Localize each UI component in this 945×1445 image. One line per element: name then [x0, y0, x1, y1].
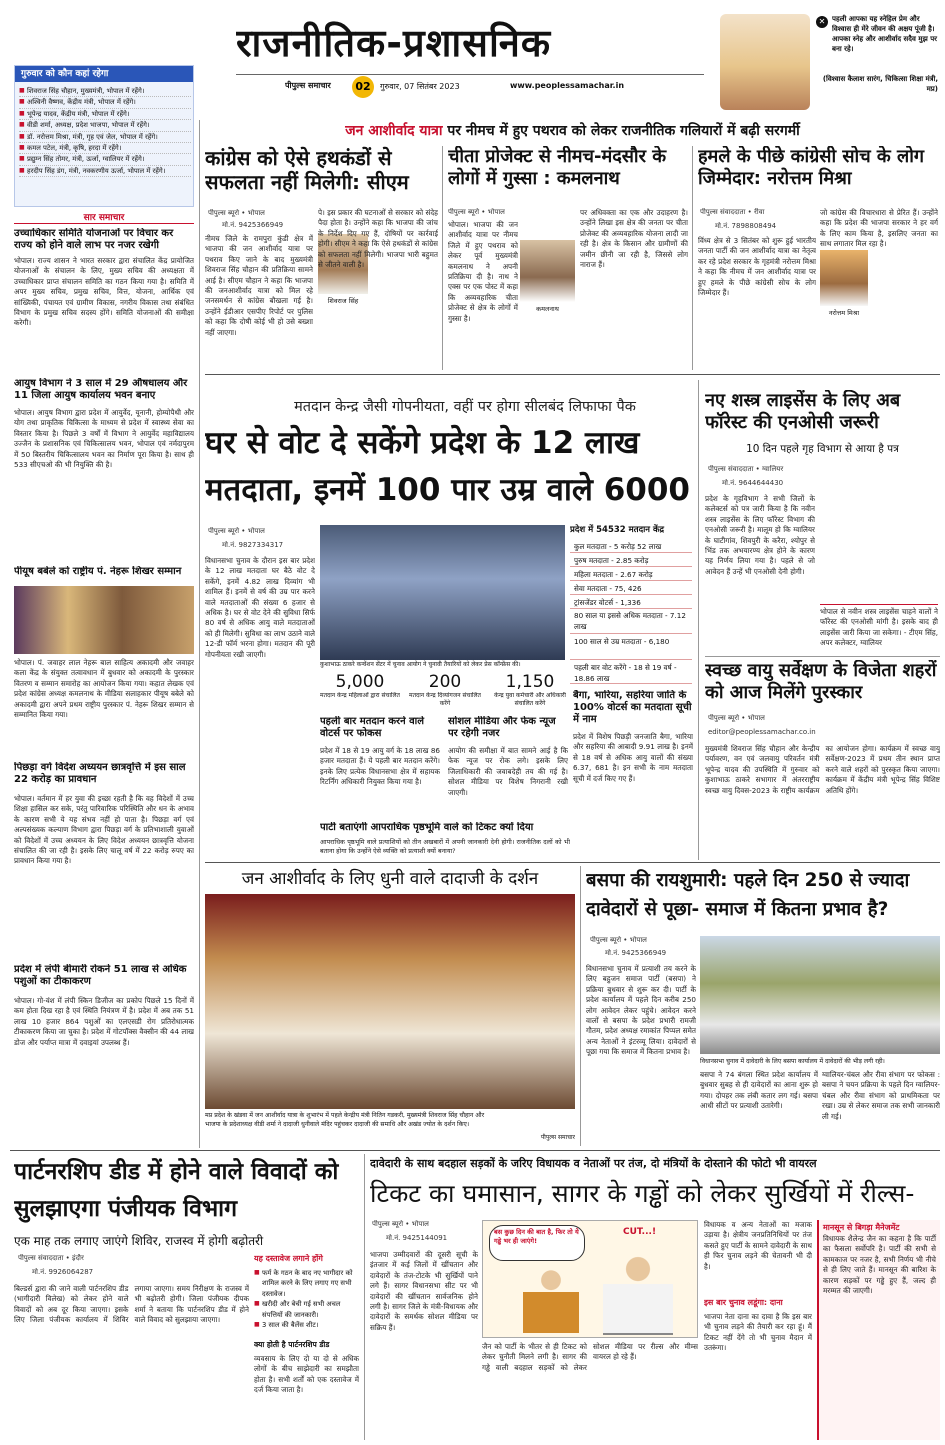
- hamle-headline: हमले के पीछे कांग्रेसी सोच के लोग जिम्मेदार: नरोत्तम मिश्रा: [698, 146, 925, 189]
- list-item: ■ भूपेन्द्र यादव, केंद्रीय मंत्री, भोपाल में रहेंगे।: [19, 109, 191, 120]
- vote-mobile: मो.नं. 9827334317: [222, 541, 284, 549]
- vote-kicker: मतदान केन्द्र जैसी गोपनीयता, वहीं पर होगा सीलबंद लिफाफा पैक: [294, 399, 636, 415]
- list-item: ■ कमल पटेल, मंत्री, कृषि, हरदा में रहेंगे।: [19, 143, 191, 154]
- monsoon-box: [817, 1220, 940, 1440]
- hamle-byline: पीपुल्स संवाददाता • रीवा: [700, 208, 765, 216]
- tikat-byline: पीपुल्स ब्यूरो • भोपाल: [372, 1220, 429, 1228]
- cheeta-body-2: पर अधिवक्ता का एक और उदाहरण है। उन्होंने लिखा इस क्षेत्र की जनता पर चीता प्रोजेक्ट की अव्यवहारिक योजना लादी जा रही है। क्षेत्र के किसान और ग्रामीणों की जमीन छीनी जा रही है, जिससे लोग नाराज हैं।: [580, 208, 688, 270]
- cong-headline: कांग्रेस को ऐसे हथकंडों से सफलता नहीं मिलेगी: सीएम: [205, 146, 409, 194]
- tikat-kicker: दावेदारी के साथ बदहाल सड़कों के जरिए विधायक व नेताओं पर तंज, दो मंत्रियों के दोस्ताने की फोटो भी वायरल: [370, 1157, 817, 1170]
- swachh-body: मुख्यमंत्री शिवराज सिंह चौहान और केन्द्रीय पर्यावरण, वन एवं जलवायु परिवर्तन मंत्री भूपेन्द्र यादव की उपस्थिति में गुरुवार को कुशाभाऊ ठाकरे सभागार में अंतरराष्ट्रीय स्वच्छ वायु दिवस-2023 के राष्ट्रीय कार्यक्रम का आयोजन होगा। कार्यक्रम में स्वच्छ वायु सर्वेक्षण-2023 में प्रथम तीन स्थान प्राप्त करने वाले शहरों को पुरस्कृत किया जाएगा। कार्यक्रम में केंद्रीय मंत्री भूपेन्द्र सिंह विशिष्ट अतिथि होंगे।: [705, 744, 940, 795]
- partner-headline: पार्टनरशिप डीड में होने वाले विवादों को सुलझाएगा पंजीयक विभाग: [14, 1159, 339, 1222]
- list-item: ■ अश्विनी वैष्णव, केंद्रीय मंत्री, भोपाल में रहेंगे।: [19, 97, 191, 108]
- num-1: 5,000: [335, 672, 385, 692]
- schedule-title: गुरुवार को कौन कहां रहेगा: [15, 66, 193, 82]
- stat-row: सेवा मतदाता - 75, 426: [570, 582, 692, 595]
- vote-sub4-body: प्रदेश में विशेष पिछड़ी जनजाति बैगा, भारिया और सहरिया की आबादी 9.91 लाख है। इनमें से 18 वर्ष से अधिक आयु वालों की संख्या 6.37, 681 है। इन सभी के नाम मतदाता सूची में दर्ज किए गए हैं।: [573, 732, 693, 783]
- basapa-headline: बसपा की रायशुमारी: पहले दिन 250 से ज्यादा दावेदारों से पूछा- समाज में कितना प्रभाव है?: [586, 870, 910, 920]
- partner-sub: एक माह तक लगाए जाएंगे शिविर, राजस्व में होगी बढ़ोतरी: [14, 1234, 264, 1248]
- schedule-list: [19, 86, 191, 204]
- stat-row: 80 साल या इससे अधिक मतदाता - 7.12 लाख: [570, 610, 692, 634]
- basapa-body-2: बसपा ने 74 बंगला स्थित प्रदेश कार्यालय में बुधवार सुबह से ही दावेदारों का आना शुरू हो गया। दोपहर तक लंबी कतार लग गई। बसपा आधी सीटों पर प्रत्याशी उतारेगी।: [700, 1070, 818, 1111]
- election-commission-photo: [320, 525, 565, 660]
- cheeta-headline: चीता प्रोजेक्ट से नीमच-मंदसौर के लोगों में गुस्सा : कमलनाथ: [448, 146, 667, 189]
- tikat-headline: टिकट का घमासान, सागर के गड्ढों को लेकर सुर्खियों में रील्स-: [370, 1179, 915, 1208]
- vote-sub3-head: पार्टी बताएंगी आपराधिक पृष्ठभूमि वाले को टिकट क्यों दिया: [320, 822, 534, 833]
- sar-head-1: उच्चाधिकार समिति योजनाओं पर विचार कर राज्य को होने वाले लाभ पर नजर रखेगी: [14, 228, 174, 251]
- stat-row: पहली बार वोट करेंगे - 18 से 19 वर्ष - 18.86 लाख: [570, 662, 692, 684]
- page-number: 02: [352, 76, 374, 98]
- left-column-divider: [199, 120, 200, 1148]
- dadaji-credit: पीपुल्स समाचार: [540, 1134, 575, 1141]
- num-2-label: मतदान केन्द्र दिव्यांगजन संचालित करेंगे: [409, 692, 481, 707]
- stat-row: ट्रांसजेंडर वोटर्स - 1,336: [570, 596, 692, 609]
- minister-portrait: [720, 14, 810, 110]
- narottam-photo: [820, 250, 868, 306]
- basapa-byline: पीपुल्स ब्यूरो • भोपाल: [590, 936, 647, 944]
- cm-caption: शिवराज सिंह: [327, 297, 359, 305]
- numbers-strip: [320, 672, 570, 712]
- hamle-body-1: विंध्य क्षेत्र से 3 सितंबर को शुरू हुई भारतीय जनता पार्टी की जन आशीर्वाद यात्रा का नेतृत्व कर रहे प्रदेश सरकार के गृहमंत्री नरोत्तम मिश्रा ने कहा कि नीमच में जन आशीर्वाद यात्रा पर हुए हमले के पीछे कांग्रेसी सोच के लोग जिम्मेदार हैं।: [698, 236, 816, 298]
- section-divider: [205, 862, 940, 863]
- banner-rest: पर नीमच में हुए पथराव को लेकर राजनीतिक गलियारों में बढ़ी सरगर्मी: [447, 123, 800, 139]
- num-3-label: केन्द्र युवा कर्मचारी और अधिकारी संचालित करेंगे: [494, 692, 566, 707]
- sar-title: सार समाचार: [14, 210, 194, 224]
- basapa-mobile: मो.नं. 9425366949: [605, 949, 667, 957]
- license-mobile: मो.नं. 9644644430: [722, 479, 784, 487]
- list-item: ■ खरीदी और बेची गई सभी अचल संपत्तियों की जानकारी।: [254, 1299, 359, 1320]
- section-divider: [705, 656, 940, 657]
- tikat-side-head: इस बार चुनाव लडूंगा: दाना: [704, 1298, 783, 1307]
- sar-head-2: आयुष विभाग ने 3 साल में 29 औषधालय और 11 जिला आयुष कार्यालय भवन बनाए: [14, 378, 188, 401]
- stats-title: प्रदेश में 54532 मतदान केंद्र: [570, 525, 665, 535]
- paper-name: पीपुल्स समाचार: [285, 81, 331, 90]
- cong-body-2: पे। इस प्रकार की घटनाओं से सरकार को संदेह पैदा होता है। उन्होंने कहा कि भाजपा की जांच के निर्देश दिए गए हैं, दोषियों पर कार्रवाई होगी। सीएम ने कहा कि ऐसे हथकंडों से कांग्रेस को सफलता नहीं मिलेगी। भाजपा भारी बहुमत से जीतने वाली है।: [318, 208, 438, 270]
- list-item: ■ डॉ. नरोत्तम मिश्रा, मंत्री, गृह एवं जेल, भोपाल में रहेंगे।: [19, 132, 191, 143]
- license-headline: नए शस्त्र लाइसेंस के लिए अब फॉरेस्ट की एनओसी जरूरी: [705, 390, 901, 433]
- cartoon: [482, 1220, 698, 1338]
- list-item: ■ वीडी शर्मा, अध्यक्ष, प्रदेश भाजपा, भोपाल में रहेंगे।: [19, 120, 191, 131]
- col-divider: [364, 1154, 365, 1440]
- partner-side-head-2: क्या होती है पार्टनरशिप डीड: [254, 1340, 330, 1349]
- stat-box: [570, 524, 692, 684]
- tikat-body-2: जैन को पार्टी के भीतर से ही टिकट को लेकर चुनौती मिलने लगी है। सागर की गड्ढे वाली बदहाल सड़कों को लेकर सोशल मीडिया पर रील्स और मीम्स वायरल हो रहे हैं।: [482, 1342, 698, 1372]
- list-item: ■ फर्म के गठन के बाद नए भागीदार को शामिल करने के लिए लगाए गए सभी दस्तावेज।: [254, 1268, 359, 1299]
- dadaji-photo: [205, 894, 575, 1109]
- col-divider: [442, 146, 443, 370]
- vote-photo-caption: कुशाभाऊ ठाकरे कन्वेंशन सेंटर में चुनाव आयोग ने चुनावी तैयारियों को लेकर प्रेस कॉन्फ्रेंस की।: [320, 661, 521, 668]
- edition-date: गुरुवार, 07 सितंबर 2023: [380, 82, 460, 91]
- sar-body-3: भोपाल। पं. जवाहर लाल नेहरू बाल साहित्य अकादमी और जवाहर कला केंद्र के संयुक्त तत्वावधान में बुधवार को अकादमी के पुरस्कार वितरण व सम्मान समारोह का आयोजन किया गया। कहात लेखक एवं प्रदेश कांग्रेस अध्यक्ष कमलनाथ के मीडिया सलाहकार पीयूष बबेले को अकादमी द्वारा अपने प्रथम राष्ट्रीय पुरस्कार पं. नेहरू शिखर सम्मान से सम्मानित किया गया।: [14, 658, 194, 720]
- cartoon-bubble: बस कुछ दिन की बात है, फिर तो ये गड्ढे भर ही जाएंगे!: [489, 1225, 585, 1261]
- vote-sub3-body: आपराधिक पृष्ठभूमि वाले प्रत्याशियों को तीन अखबारों में अपनी जानकारी देनी होगी। राजनीतिक दलों को भी बताना होगा कि उन्होंने ऐसे व्यक्ति को प्रत्याशी क्यों बनाया?: [320, 838, 570, 855]
- cheeta-byline: पीपुल्स ब्यूरो • भोपाल: [448, 208, 505, 216]
- hamle-body-2: जो कांग्रेस की विचारधारा से प्रेरित हैं। उन्होंने कहा कि प्रदेश की भाजपा सरकार ने हर वर्ग के लिए काम किया है, इसलिए जनता का साथ लगातार मिल रहा है।: [820, 208, 938, 248]
- sar-head-5: प्रदेश में लंपी बीमारी रोकने 51 लाख से अधिक पशुओं का टीकाकरण: [14, 964, 187, 987]
- quote-author: (विश्वास कैलाश सारंग, चिकित्सा शिक्षा मंत्री, मप्र): [822, 75, 938, 93]
- stat-row: पुरुष मतदाता - 2.85 करोड़: [570, 554, 692, 567]
- kamalnath-caption: कमलनाथ: [536, 305, 559, 313]
- website-link[interactable]: www.peoplessamachar.in: [510, 81, 625, 90]
- stat-row: 100 साल से उम्र मतदाता - 6,180: [570, 636, 692, 660]
- sar-body-2: भोपाल। आयुष विभाग द्वारा प्रदेश में आयुर्वेद, यूनानी, होम्योपैथी और योग तथा प्राकृतिक चिकित्सा के माध्यम से प्रदेश में स्वास्थ्य सेवा का विस्तार किया है। पिछले 3 वर्षों में विभाग ने आयुर्वेद महाविद्यालय उज्जैन के प्रशासनिक एवं चिकित्सालय भवन, भोपाल एवं नर्मदापुरम में 50 बिस्तरीय चिकित्सालय भवन का निर्माण पूरा किया है। साथ ही 533 सीएचओ की भी नियुक्ति की है।: [14, 408, 194, 470]
- schedule-box: [14, 65, 194, 207]
- monsoon-headline: मानसून से बिगड़ा मैनेजमेंट: [823, 1223, 900, 1232]
- vote-sub4-head: बैगा, भारिया, सहरिया जाति के 100% वोटर्स का मतदाता सूची में नाम: [573, 690, 692, 725]
- vote-byline: पीपुल्स ब्यूरो • भोपाल: [208, 527, 265, 535]
- banner-red: जन आशीर्वाद यात्रा: [345, 123, 443, 139]
- section-title: राजनीतिक-प्रशासनिक: [236, 21, 552, 65]
- col-divider: [580, 866, 581, 1146]
- dadaji-headline: जन आशीर्वाद के लिए धुनी वाले दादाजी के दर्शन: [241, 869, 539, 889]
- hamle-mobile: मो.नं. 7898808494: [715, 222, 777, 230]
- award-photo: [14, 586, 194, 654]
- sar-body-1: भोपाल। राज्य शासन ने भारत सरकार द्वारा संचालित केंद्र प्रायोजित योजनाओं के संचालन के लिए, मुख्य सचिव की अध्यक्षता में उच्चाधिकार प्राप्त संचालन समिति का गठन किया गया है। समिति में अपर मुख्य सचिव, प्रमुख सचिव, वित्त, योजना, आर्थिक एवं सांख्यिकी, पंचायत एवं ग्रामीण विकास, नगरीय विकास तथा संबंधित विभाग के प्रमुख सचिव सदस्य होंगे। समिति योजनाओं की समीक्षा करेगी।: [14, 256, 194, 328]
- narottam-caption: नरोत्तम मिश्रा: [828, 309, 860, 317]
- partner-side-head: यह दस्तावेज लगाने होंगे: [254, 1254, 323, 1263]
- swachh-headline: स्वच्छ वायु सर्वेक्षण के विजेता शहरों को आज मिलेंगे पुरस्कार: [705, 660, 937, 703]
- list-item: ■ प्रद्युम्न सिंह तोमर, मंत्री, ऊर्जा, ग्वालियर में रहेंगे।: [19, 154, 191, 165]
- vote-sub1-head: पहली बार मतदान करने वाले वोटर्स पर फोकस: [320, 716, 425, 739]
- stat-row: कुल मतदाता - 5 करोड़ 52 लाख: [570, 540, 692, 553]
- license-box: भोपाल से नवीन शस्त्र लाइसेंस चाहने वालों ने फॉरेस्ट की एनओसी मांगी है। इसके बाद ही लाइसेंस जारी किया जा सकेगा। - टीएम सिंह, अपर कलेक्टर, ग्वालियर: [820, 604, 938, 652]
- minister-quote: पहली आपका यह स्नेहिल प्रेम और विश्वास ही मेरे जीवन की अक्षय पूंजी है। आपका स्नेह और आशीर्वाद सदैव मुझ पर बना रहे।: [832, 15, 938, 53]
- license-sub: 10 दिन पहले गृह विभाग से आया है पत्र: [746, 443, 899, 455]
- cong-body-1: नीमच जिले के रामपुरा कुंडी क्षेत्र में भाजपा की जन आशीर्वाद यात्रा पर पथराव किए जाने के बाद मुख्यमंत्री शिवराज सिंह चौहान की प्रतिक्रिया सामने आई है। सीएम चौहान ने कहा कि भाजपा की जनआशीर्वाद यात्रा को मिल रहे जनसमर्थन से कांग्रेस बौखला गई है। उन्होंने ईडीआर एसपीए रिपोर्ट पर पुलिस को कहा कि दोषी कोई भी हो उसे बख्शा नहीं जाएगा।: [205, 234, 313, 337]
- cartoon-figure-1: [523, 1267, 579, 1333]
- cong-byline: पीपुल्स ब्यूरो • भोपाल: [208, 209, 265, 217]
- cartoon-cut: CUT...!: [623, 1227, 657, 1237]
- tikat-body: भाजपा उम्मीदवारों की दूसरी सूची के इंतजार में कई जिलों में खींचतान और दावेदारों के तंज-टोटके भी सुर्खियों पाने लगे हैं। सागर विधानसभा सीट पर भी दावेदारों की खींचतान सार्वजनिक होने लगी है। सागर जिले के मंत्री-विधायक और दावेदारों के समर्थक सोशल मीडिया पर सक्रिय हैं।: [370, 1250, 478, 1332]
- stat-row: महिला मतदाता - 2.67 करोड़: [570, 568, 692, 581]
- list-item: ■ शिवराज सिंह चौहान, मुख्यमंत्री, भोपाल में रहेंगे।: [19, 86, 191, 97]
- list-item: ■ हरदीप सिंह डंग, मंत्री, नवकरणीय ऊर्जा, भोपाल में रहेंगे।: [19, 166, 191, 177]
- vote-body: विधानसभा चुनाव के दौरान इस बार प्रदेश के 12 लाख मतदाता घर बैठे वोट दे सकेंगे, इनमें 4.82 लाख दिव्यांग भी शामिल हैं। इनमें से वर्ष की उम्र पार करने वाले मतदाताओं की संख्या 6 हजार से अधिक है। घर से वोट देने की सुविधा सिर्फ 80 वर्ष से अधिक आयु वाले मतदाताओं को ही मिलेगी। सुविधा का लाभ उठाने वाले 12-डी फॉर्म भरना होगा। मतदान की पूरी गोपनीयता रखी जाएगी।: [205, 556, 315, 659]
- vote-sub2-body: आयोग की समीक्षा में बात सामने आई है कि फेक न्यूज पर रोक लगे। इसके लिए जिलाधिकारी की जवाबदेही तय की गई है। सोशल मीडिया पर विशेष निगरानी रखी जाएगी।: [448, 746, 568, 797]
- sar-body-5: भोपाल। गो-वंश में लंपी स्किन डिजीज का प्रकोप पिछले 15 दिनों में कम होता दिख रहा है एवं स्थिति नियंत्रण में है। प्रदेश में अब तक 51 लाख 10 हजार 864 पशुओं का एलएसडी रोग प्रतिरोधात्मक टीकाकरण किया जा चुका है। प्रदेश में गोटपॉक्स वैक्सीन की 44 लाख डोज और पर्याप्त मात्रा में दवाइयां उपलब्ध हैं।: [14, 996, 194, 1047]
- cartoon-figure-2: [603, 1251, 673, 1335]
- num-2: 200: [428, 672, 462, 692]
- cheeta-body-1: भोपाल। भाजपा की जन आशीर्वाद यात्रा पर नीमच जिले में हुए पथराव को लेकर पूर्व मुख्यमंत्री कमलनाथ ने अपनी प्रतिक्रिया दी है। नाथ ने एक्स पर एक पोस्ट में कहा कि अव्यवहारिक चीता प्रोजेक्ट से क्षेत्र के लोगों में गुस्सा है।: [448, 220, 518, 323]
- swachh-email[interactable]: editor@peoplessamachar.co.in: [708, 728, 816, 736]
- num-1-label: मतदान केन्द्र महिलाओं द्वारा संचालित: [320, 692, 400, 699]
- license-byline: पीपुल्स संवाददाता • ग्वालियर: [708, 465, 784, 473]
- x-social-icon: ✕: [816, 16, 828, 28]
- list-item: ■ 3 साल की बैलेंस शीट।: [254, 1320, 359, 1330]
- tikat-mobile: मो.नं. 9425144091: [386, 1234, 448, 1242]
- partner-side-list: [254, 1268, 359, 1334]
- num-3: 1,150: [505, 672, 555, 692]
- sar-head-4: पिछड़ा वर्ग विदेश अध्ययन छात्रवृत्ति में इस साल 22 करोड़ का प्रावधान: [14, 762, 186, 785]
- col-divider: [692, 146, 693, 370]
- section-divider: [205, 374, 940, 375]
- tikat-side: विधायक व अन्य नेताओं का मजाक उड़ाया है। क्षेत्रीय जनप्रतिनिधियों पर तंज कसते हुए पार्टी के सामने दावेदारी के साथ ही फिर चुनाव लड़ने की चेतावनी भी दी है।: [704, 1220, 812, 1271]
- sar-body-4: भोपाल। वर्तमान में हर युवा की इच्छा रहती है कि वह विदेशों में उच्च शिक्षा हासिल कर सके, परंतु पारिवारिक परिस्थिति और धन के अभाव के कारण सभी ये यह संभव नहीं हो पाता है। पिछड़ा वर्ग एवं अल्पसंख्यक कल्याण विभाग द्वारा पिछड़ा वर्ग के प्रतिभाशाली युवाओं को विदेशों में उच्च अध्ययन के लिए विदेश अध्ययन छात्रवृत्ति योजना संचालित की जा रही है। इसके लिए चालू वर्ष में 22 करोड़ रुपए का प्रावधान किया गया है।: [14, 794, 194, 866]
- col-divider: [698, 380, 699, 860]
- partner-byline: पीपुल्स संवाददाता • इंदौर: [18, 1254, 84, 1262]
- vote-sub1-body: प्रदेश में 18 से 19 आयु वर्ग के 18 लाख 86 हजार मतदाता हैं। ये पहली बार मतदान करेंगे। इनके लिए प्रत्येक विधानसभा क्षेत्र में सहायक रिटर्निंग अधिकारी नियुक्त किया गया है।: [320, 746, 440, 787]
- partner-side-body-2: व्यवसाय के लिए दो या दो से अधिक लोगों के बीच साझेदारी का समझौता होता है। सभी शर्तों को एक दस्तावेज में दर्ज किया जाता है।: [254, 1354, 359, 1395]
- vote-headline: घर से वोट दे सकेंगे प्रदेश के 12 लाख मतदाता, इनमें 100 पार उम्र वाले 6000: [205, 425, 691, 508]
- basapa-body: विधानसभा चुनाव में प्रत्याशी तय करने के लिए बहुजन समाज पार्टी (बसपा) ने प्रक्रिया बुधवार से शुरू कर दी। पार्टी के प्रदेश कार्यालय में पहले दिन करीब 250 लोग आवेदन लेकर पहुंचे। आवेदन करने वालों से बसपा के प्रदेश प्रभारी रामजी गौतम, प्रदेश अध्यक्ष रमाकांत पिप्पल समेत अन्य नेताओं ने इंटरव्यू लिया। दावेदारों से पूछा गया कि समाज में कितना प्रभाव है।: [586, 964, 696, 1057]
- partner-body: बिल्डर्स द्वारा की जाने वाली पार्टनरशिप डीड (भागीदारी विलेख) को लेकर होने वाले विवादों को अब दूर किया जाएगा। इसके लिए जिला पंजीयक कार्यालय में शिविर लगाया जाएगा। समय निरीक्षण के राजस्व में भी बढ़ोतरी होगी। जिला पंजीयक दीपक शर्मा ने बताया कि पार्टनरशिप डीड में होने वाले विवाद को सुलझाया जाएगा।: [14, 1284, 249, 1325]
- kamalnath-photo: [520, 240, 575, 302]
- license-body: प्रदेश के गृहविभाग ने सभी जिलों के कलेक्टर्स को पत्र जारी किया है कि नवीन शस्त्र लाइसेंस के लिए फॉरेस्ट विभाग की एनओसी जरूरी है। मालूम हो कि ग्वालियर के घाटीगांव, शिवपुरी के करैरा, श्योपुर से भिंड तक अभयारण्य क्षेत्र होने के कारण यह निर्णय लिया गया है। पहले से जो आवेदन हैं उन्हें भी एनओसी देनी होगी।: [705, 494, 815, 576]
- swachh-byline: पीपुल्स ब्यूरो • भोपाल: [708, 714, 765, 722]
- cong-mobile: मो.नं. 9425366949: [222, 221, 284, 229]
- yatra-banner: [205, 121, 940, 141]
- basapa-photo: [700, 936, 940, 1054]
- basapa-body-3: ग्वालियर-चंबल और रीवा संभाग पर फोकस : बसपा ने चयन प्रक्रिया के पहले दिन ग्वालियर-चंबल और रीवा संभाग को प्राथमिकता पर रखा। उम्र से लेकर समाज तक सभी जानकारी ली गई।: [822, 1070, 940, 1121]
- basapa-photo-caption: विधानसभा चुनाव में दावेदारी के लिए बसपा कार्यालय में दावेदारों की भीड़ लगी रही।: [700, 1058, 885, 1065]
- sar-head-3: पीयूष बबेले को राष्ट्रीय पं. नेहरू शिखर सम्मान: [14, 566, 182, 577]
- masthead-rule: [236, 74, 704, 75]
- monsoon-body: विधायक शैलेन्द्र जैन का कहना है कि पार्टी का फैसला सर्वोपरि है। पार्टी की सभी से कामकाज पर नजर है, सभी निर्णय भी नीचे से ही लिए जाते हैं। मानसून की बारिश के कारण सड़कों पर गड्ढे हुए हैं, जल्द ही मरम्मत की जाएगी।: [823, 1234, 936, 1296]
- tikat-side-body: भाजपा नेता दाना का दावा है कि इस बार भी चुनाव लड़ने की तैयारी कर रहा हूं। मैं टिकट नहीं देंगे तो भी चुनाव मैदान में उतरूंगा।: [704, 1312, 812, 1353]
- partner-mobile: मो.नं. 9926064287: [32, 1268, 94, 1276]
- vote-sub2-head: सोशल मीडिया और फेक न्यूज पर रहेगी नजर: [448, 716, 556, 739]
- dadaji-caption: मप्र प्रदेश के खंडवा में जन आशीर्वाद यात्रा के शुभारंभ में पहले केन्द्रीय मंत्री नितिन गडकरी, मुख्यमंत्री शिवराज सिंह चौहान और भाजपा के प्रदेशाध्यक्ष वीडी शर्मा ने दादाजी धुनीवाले मंदिर पहुंचकर दादाजी की समाधि और अखंड ज्योत के दर्शन किए।: [205, 1112, 485, 1128]
- section-divider: [10, 1150, 940, 1151]
